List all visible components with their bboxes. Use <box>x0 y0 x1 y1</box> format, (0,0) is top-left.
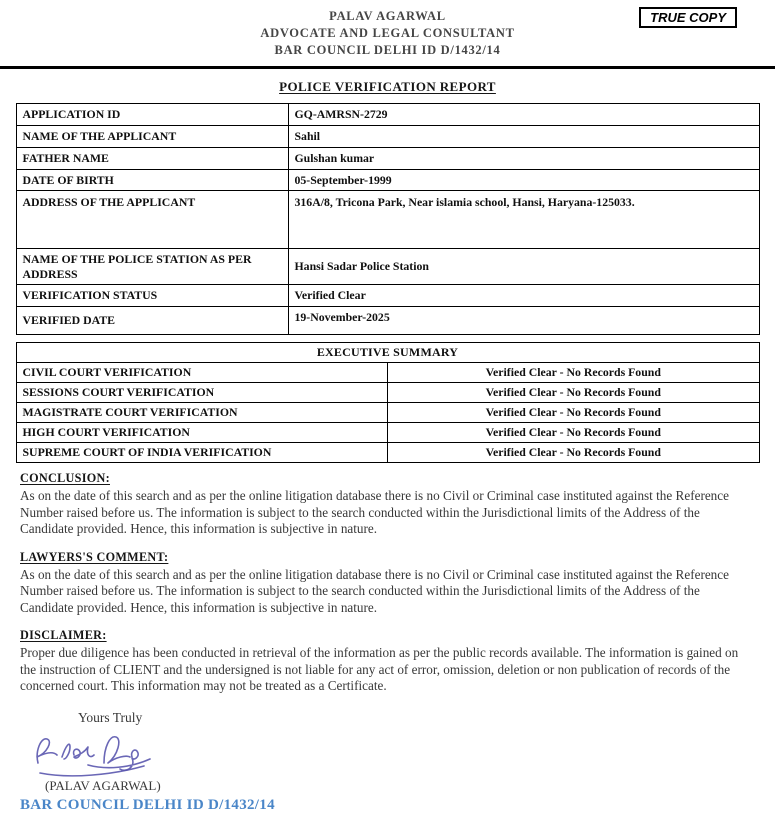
signature-handwriting-icon <box>26 729 775 777</box>
row-label: CIVIL COURT VERIFICATION <box>16 363 388 383</box>
row-value: Verified Clear - No Records Found <box>388 383 760 403</box>
disclaimer-heading: DISCLAIMER: <box>20 628 107 642</box>
row-label: HIGH COURT VERIFICATION <box>16 423 388 443</box>
header-divider <box>0 66 775 69</box>
bar-council-id: BAR COUNCIL DELHI ID D/1432/14 <box>20 796 275 813</box>
lawyers-comment-section <box>0 550 775 617</box>
table-row <box>16 148 759 170</box>
table-row <box>16 423 759 443</box>
row-label: NAME OF THE POLICE STATION AS PER ADDRESS <box>16 249 288 285</box>
row-label: NAME OF THE APPLICANT <box>16 126 288 148</box>
row-value: Hansi Sadar Police Station <box>288 249 759 285</box>
true-copy-stamp: TRUE COPY <box>639 7 737 28</box>
row-value: Sahil <box>288 126 759 148</box>
row-value: Verified Clear - No Records Found <box>388 423 760 443</box>
conclusion-section <box>0 471 775 538</box>
row-label: MAGISTRATE COURT VERIFICATION <box>16 403 388 423</box>
page-title: POLICE VERIFICATION REPORT <box>279 79 496 94</box>
table-row <box>16 285 759 307</box>
row-label: SUPREME COURT OF INDIA VERIFICATION <box>16 443 388 463</box>
table-row <box>16 443 759 463</box>
lawyers-comment-heading: LAWYERS'S COMMENT: <box>20 549 169 564</box>
row-label: APPLICATION ID <box>16 104 288 126</box>
disclaimer-body: Proper due diligence has been conducted in retrieval of the information as per the public records available. The information is gained on the instruction of CLIENT and the undersigned is not liable for any act of error, omission, deletion or non publication of records of the concerned court. This information may not be treated as a Certificate. <box>20 645 739 693</box>
bar-council-header-id: BAR COUNCIL DELHI ID D/1432/14 <box>274 43 501 57</box>
closing-text: Yours Truly <box>78 709 143 725</box>
row-label: VERIFIED DATE <box>16 307 288 335</box>
table-row <box>16 343 759 363</box>
table-row <box>16 403 759 423</box>
table-row <box>16 191 759 249</box>
executive-summary-title: EXECUTIVE SUMMARY <box>16 343 759 363</box>
row-label: SESSIONS COURT VERIFICATION <box>16 383 388 403</box>
row-value: 05-September-1999 <box>288 170 759 191</box>
table-row <box>16 383 759 403</box>
signatory-name: (PALAV AGARWAL) <box>45 777 161 793</box>
row-value: Verified Clear - No Records Found <box>388 443 760 463</box>
row-value: 316A/8, Tricona Park, Near islamia school, Hansi, Haryana-125033. <box>288 191 759 249</box>
applicant-table <box>16 103 760 335</box>
row-label: FATHER NAME <box>16 148 288 170</box>
row-value: GQ-AMRSN-2729 <box>288 104 759 126</box>
table-row <box>16 170 759 191</box>
conclusion-heading: CONCLUSION: <box>20 471 110 485</box>
advocate-title: ADVOCATE AND LEGAL CONSULTANT <box>260 26 515 40</box>
conclusion-body: As on the date of this search and as per the online litigation database there is no Civil or Criminal case instituted against the Reference Number raised before us. The information is subject to the search conducted within the Jurisdictional limits of the Address of the Candidate provided. Hence, this information is subjective in nature. <box>20 488 729 536</box>
table-row <box>16 307 759 335</box>
row-label: ADDRESS OF THE APPLICANT <box>16 191 288 249</box>
row-value: Verified Clear - No Records Found <box>388 403 760 423</box>
table-row <box>16 249 759 285</box>
row-label: DATE OF BIRTH <box>16 170 288 191</box>
row-value: Verified Clear - No Records Found <box>388 363 760 383</box>
table-row <box>16 126 759 148</box>
row-value: Gulshan kumar <box>288 148 759 170</box>
advocate-name: PALAV AGARWAL <box>329 9 446 23</box>
row-label: VERIFICATION STATUS <box>16 285 288 307</box>
executive-summary-table <box>16 342 760 463</box>
row-value: Verified Clear <box>288 285 759 307</box>
disclaimer-section <box>0 628 775 695</box>
row-value: 19-November-2025 <box>288 307 759 335</box>
table-row <box>16 104 759 126</box>
lawyers-comment-body: As on the date of this search and as per the online litigation database there is no Civil or Criminal case instituted against the Reference Number raised before us. The information is subject to the search conducted within the Jurisdictional limits of the Address of the Candidate provided. Hence, this information is subjective in nature. <box>20 566 729 615</box>
table-row <box>16 363 759 383</box>
